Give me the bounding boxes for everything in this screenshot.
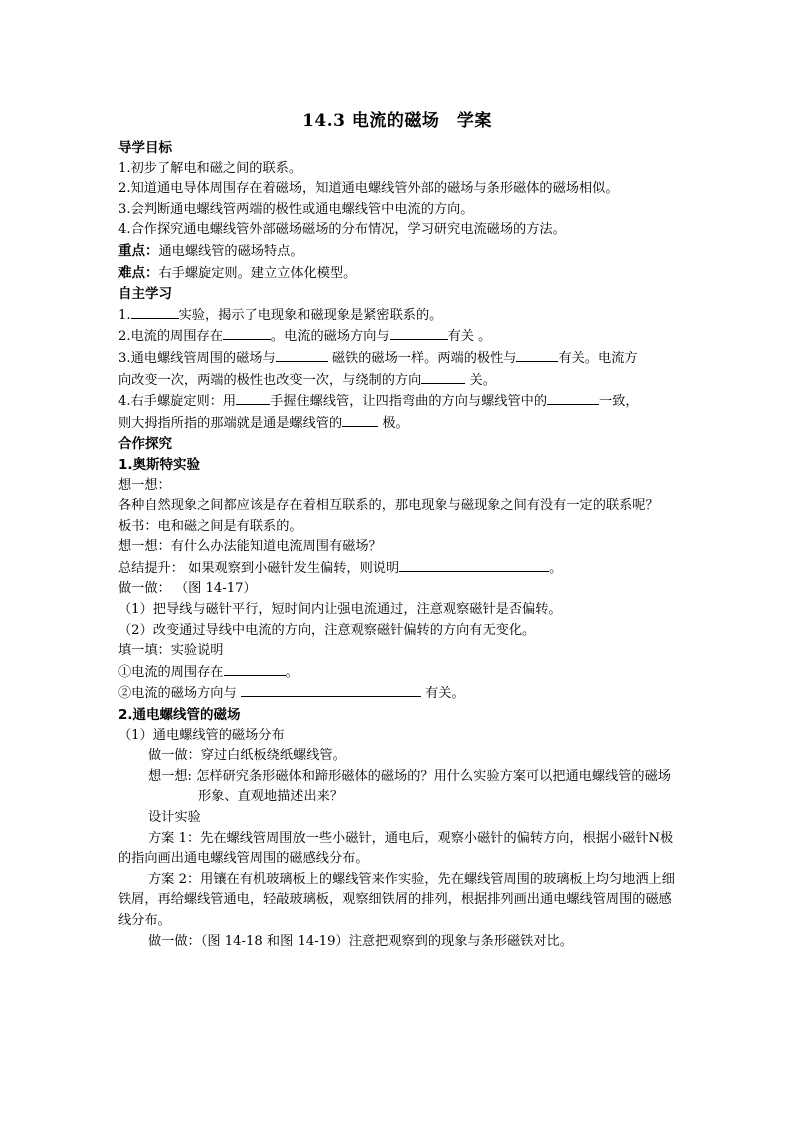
fill-heading: 填一填：实验说明 [118, 643, 224, 659]
section-2-do: 做一做：穿过白纸板绕纸螺线管。 [148, 748, 346, 764]
section-2-think: 想一想: 怎样研究条形磁体和蹄形磁体的磁场的？用什么实验方案可以把通电螺线管的磁场形象、直观地描述出来？ [148, 768, 671, 805]
fill-text: 。 [285, 664, 299, 680]
answer-blank[interactable] [241, 683, 421, 697]
question-3 [118, 348, 684, 370]
section-2-heading: 2.通电螺线管的磁场 [118, 707, 241, 724]
q4-text: 手握住螺线管，让四指弯曲的方向与螺线管中的 [270, 394, 548, 410]
q4-text: 4.右手螺旋定则：用 [118, 394, 237, 410]
goal-item: 1.初步了解电和磁之间的联系。 [118, 160, 303, 176]
goal-item: 2.知道通电导体周围存在着磁场，知道通电螺线管外部的磁场与条形磁体的磁场相似。 [118, 181, 619, 197]
q4-text: 一致， [599, 394, 639, 410]
answer-blank[interactable] [131, 305, 179, 319]
answer-blank[interactable] [421, 370, 465, 384]
answer-blank[interactable] [342, 413, 378, 427]
section-1-heading: 1.奥斯特实验 [118, 456, 201, 473]
fill-1 [118, 662, 684, 684]
difficult-text: 右手螺旋定则。建立立体化模型。 [158, 265, 357, 281]
plan-2: 方案 2：用镶在有机玻璃板上的螺线管来作实验，先在螺线管周围的玻璃板上均匀地洒上细铁屑，再给螺线管通电，轻敲玻璃板，观察细铁屑的排列，根据排列画出通电螺线管周围的磁感线分布。 [118, 871, 675, 928]
answer-blank[interactable] [399, 558, 549, 572]
summary-text: 。 [549, 560, 563, 576]
q2-text: 有关 。 [447, 329, 492, 345]
question-4-cont [118, 413, 684, 435]
q3-text: 有关。电流方 [558, 350, 638, 366]
answer-blank[interactable] [236, 391, 270, 405]
q1-text: 实验，揭示了电现象和磁现象是紧密联系的。 [178, 307, 443, 323]
difficult-label: 难点： [118, 264, 159, 281]
q1-text: 1. [118, 307, 131, 323]
page-title: 14.3 电流的磁场 学案 [302, 111, 492, 131]
goal-item: 3.会判断通电螺线管两端的极性或通电螺线管中电流的方向。 [118, 201, 474, 217]
cooperate-heading: 合作探究 [118, 436, 172, 453]
fill-text: ②电流的磁场方向与 [118, 686, 241, 702]
key-label: 重点： [118, 242, 159, 259]
difficult-point [118, 263, 684, 285]
q2-text: 。电流的磁场方向与 [270, 329, 390, 345]
fill-text: ①电流的周围存在 [118, 664, 224, 680]
think-2: 想一想：有什么办法能知道电流周围有磁场？ [118, 539, 382, 555]
section-2-sub: （1）通电螺线管的磁场分布 [118, 727, 285, 743]
goals-heading: 导学目标 [118, 140, 172, 156]
summary [118, 558, 684, 580]
answer-blank[interactable] [516, 348, 558, 362]
self-study-heading: 自主学习 [118, 286, 172, 303]
answer-blank[interactable] [223, 326, 271, 340]
q4-text: 则大拇指所指的那端就是通是螺线管的 [118, 415, 343, 431]
q3-text: 3.通电螺线管周围的磁场与 [118, 350, 276, 366]
plan-1: 方案 1：先在螺线管周围放一些小磁针，通电后，观察小磁针的偏转方向，根据小磁针N极的指向画出通电螺线管周围的磁感线分布。 [118, 830, 674, 867]
q3-text: 磁铁的磁场一样。两端的极性与 [327, 350, 517, 366]
q2-text: 2.电流的周围存在 [118, 329, 223, 345]
think-1-text: 各种自然现象之间都应该是存在着相互联系的，那电现象与磁现象之间有没有一定的联系呢？ [118, 498, 659, 514]
key-point [118, 241, 684, 263]
goal-item: 4.合作探究通电螺线管外部磁场磁场的分布情况，学习研究电流磁场的方法。 [118, 222, 566, 238]
fill-text: 有关。 [420, 686, 465, 702]
q3-text: 向改变一次，两端的极性也改变一次，与绕制的方向 [118, 372, 422, 388]
fill-2 [118, 683, 684, 705]
step-1: （1）把导线与磁针平行，短时间内让强电流通过，注意观察磁针是否偏转。 [118, 602, 562, 618]
answer-blank[interactable] [224, 662, 286, 676]
summary-text: 总结提升： 如果观察到小磁针发生偏转，则说明 [118, 560, 400, 576]
question-4 [118, 391, 684, 413]
answer-blank[interactable] [390, 326, 448, 340]
worksheet-body [118, 138, 684, 952]
do-1: 做一做： （图 14-17） [118, 581, 257, 597]
q4-text: 极。 [378, 415, 409, 431]
q3-text: 关。 [465, 372, 496, 388]
question-2 [118, 326, 684, 348]
step-2: （2）改变通过导线中电流的方向，注意观察磁针偏转的方向有无变化。 [118, 622, 536, 638]
question-3-cont [118, 370, 684, 392]
answer-blank[interactable] [547, 391, 599, 405]
think-1: 想一想： [118, 477, 171, 493]
design-heading: 设计实验 [148, 810, 201, 825]
board-note: 板书：电和磁之间是有联系的。 [118, 518, 303, 534]
key-text: 通电螺线管的磁场特点。 [158, 243, 304, 259]
answer-blank[interactable] [276, 348, 328, 362]
question-1 [118, 305, 684, 327]
do-2: 做一做：（图 14-18 和图 14-19）注意把观察到的现象与条形磁铁对比。 [148, 933, 573, 949]
